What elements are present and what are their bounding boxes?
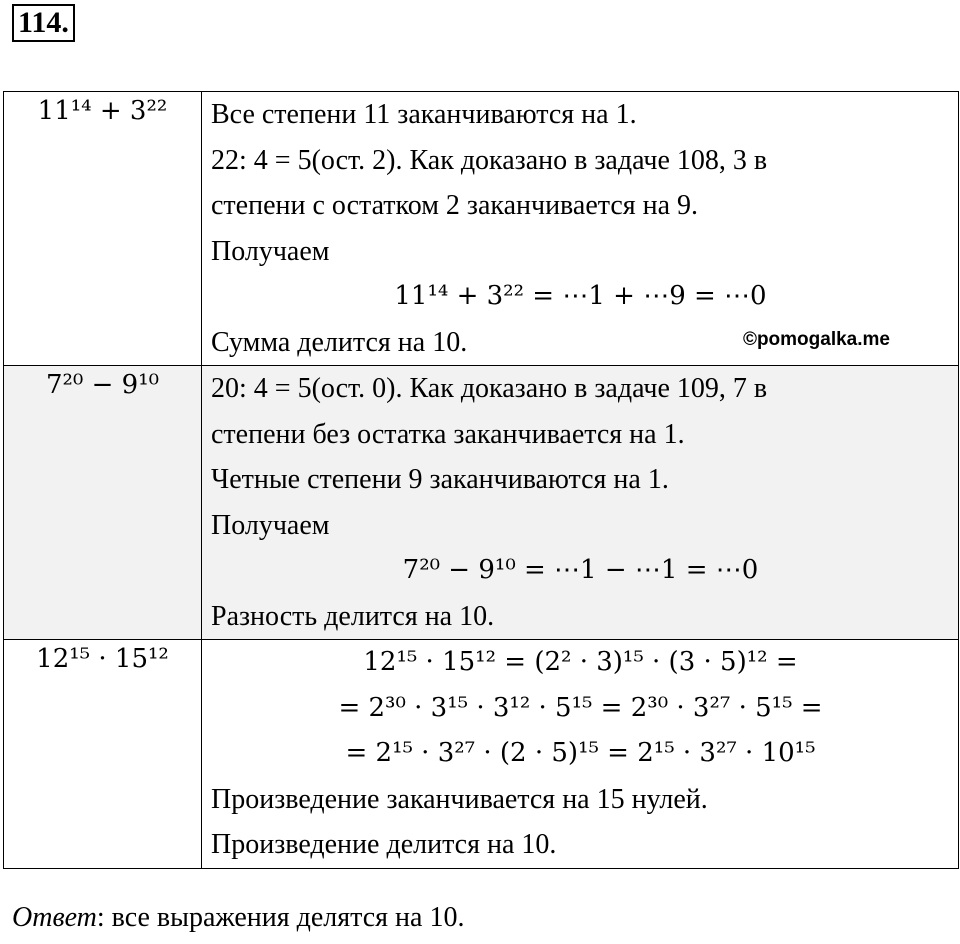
- expression-cell: [4, 92, 202, 366]
- explanation-line: Все степени 11 заканчиваются на 1.: [211, 99, 637, 130]
- table-row: [4, 366, 959, 640]
- table-row: [4, 92, 959, 366]
- watermark: ©pomogalka.me: [742, 328, 890, 350]
- equation-line: 7²⁰ − 9¹⁰ = ⋯1 − ⋯1 = ⋯0: [402, 555, 759, 585]
- explanation-line-text: Сумма делится на 10.: [211, 326, 468, 358]
- table-row: [4, 640, 959, 869]
- explanation-line: 20: 4 = 5(ост. 0). Как доказано в задаче 109, 7 в: [211, 373, 768, 404]
- equation-line: 11¹⁴ + 3²² = ⋯1 + ⋯9 = ⋯0: [394, 281, 767, 311]
- answer-text: : все выражения делятся на 10.: [96, 902, 465, 933]
- explanation-line: Получаем: [211, 509, 330, 541]
- expression-cell: [4, 640, 202, 869]
- explanation-cell: [202, 640, 959, 869]
- expression-cell: [4, 366, 202, 640]
- answer-label: Ответ: [12, 902, 97, 933]
- explanation-line: Разность делится на 10.: [211, 600, 495, 632]
- equation-line: = 2³⁰ · 3¹⁵ · 3¹² · 5¹⁵ = 2³⁰ · 3²⁷ · 5¹⁵ =: [338, 692, 823, 723]
- explanation-line: Получаем: [211, 235, 330, 267]
- explanation-cell: [202, 92, 959, 366]
- explanation-cell: [202, 366, 959, 640]
- solution-table: [3, 91, 959, 869]
- explanation-line: Четные степени 9 заканчиваются на 1.: [211, 464, 669, 495]
- expression: 11¹⁴ + 3²²: [37, 96, 168, 126]
- equation-line: 12¹⁵ · 15¹² = (2² · 3)¹⁵ · (3 · 5)¹² =: [363, 647, 798, 677]
- problem-number: [12, 4, 75, 42]
- expression: 12¹⁵ · 15¹²: [36, 644, 169, 674]
- problem-number-dot: .: [61, 6, 69, 39]
- explanation-line: 22: 4 = 5(ост. 2). Как доказано в задаче 108, 3 в: [211, 144, 768, 176]
- problem-number-value: 114: [18, 6, 62, 39]
- expression: 7²⁰ − 9¹⁰: [45, 370, 160, 400]
- explanation-line: [211, 320, 950, 366]
- explanation-line: Произведение заканчивается на 15 нулей.: [211, 783, 708, 815]
- explanation-line: Произведение делится на 10.: [211, 829, 557, 860]
- answer: [12, 902, 464, 934]
- explanation-line: степени с остатком 2 заканчивается на 9.: [211, 190, 699, 221]
- equation-line: = 2¹⁵ · 3²⁷ · (2 · 5)¹⁵ = 2¹⁵ · 3²⁷ · 10¹⁵: [345, 738, 816, 768]
- explanation-line: степени без остатка заканчивается на 1.: [211, 418, 685, 450]
